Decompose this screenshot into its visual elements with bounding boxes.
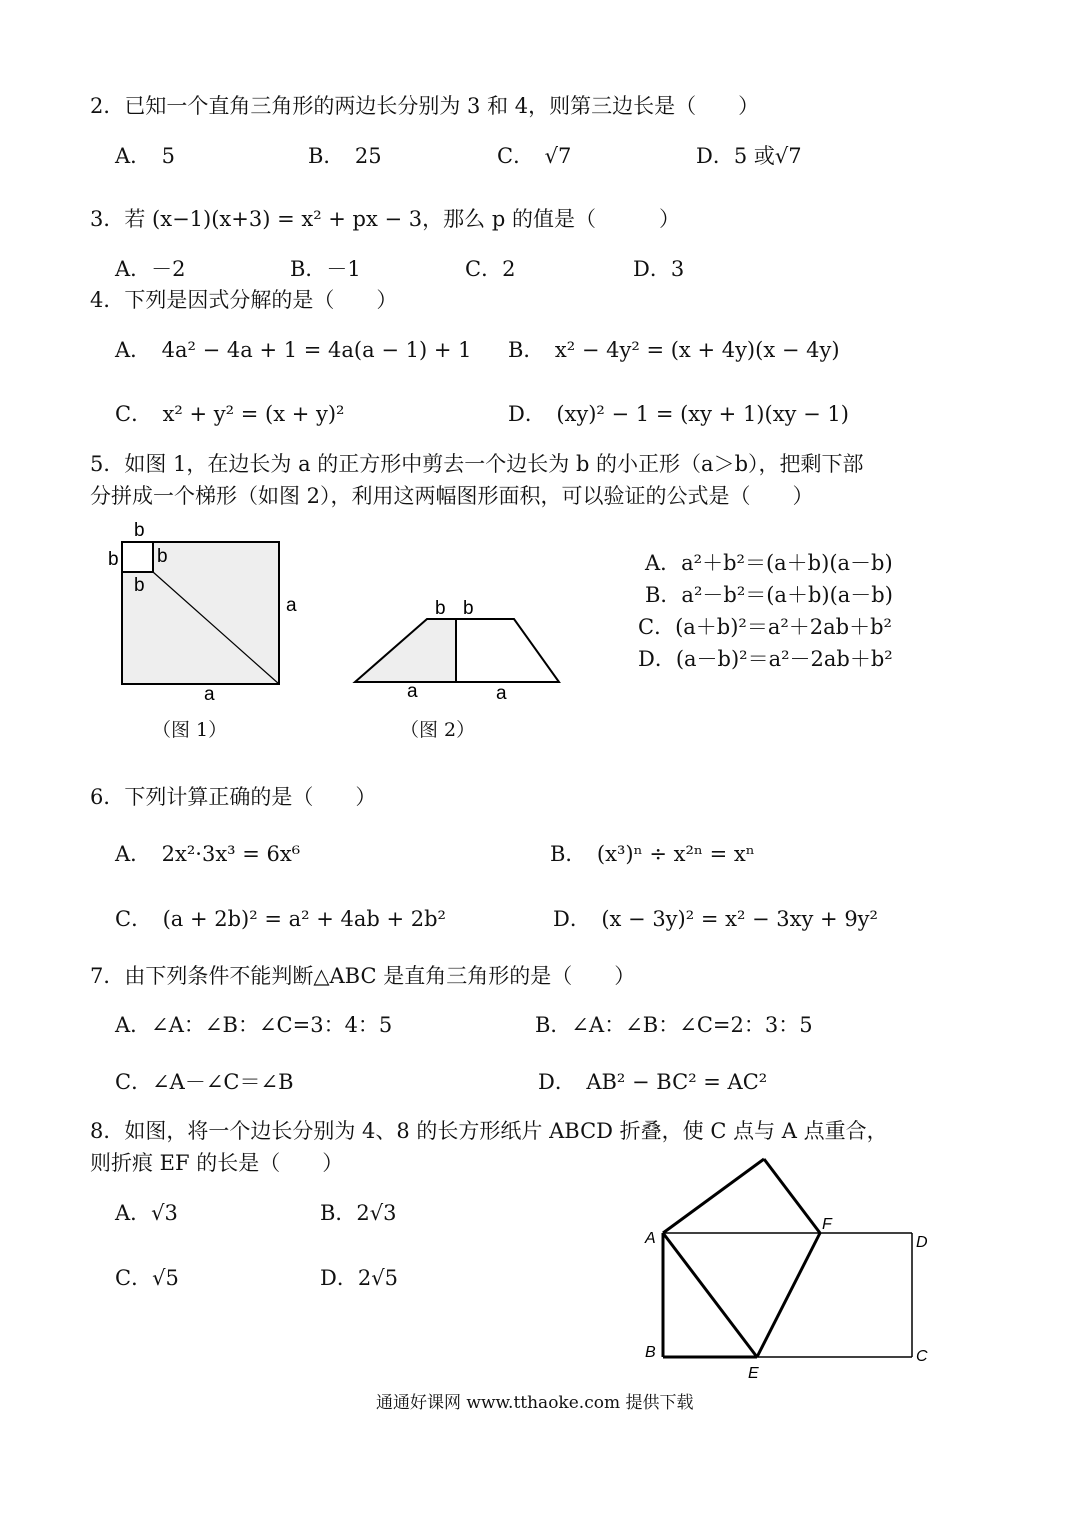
q2-option-b: B． 25 <box>308 144 382 168</box>
q3-option-c: C．2 <box>465 257 516 281</box>
q8-stem-line2: 则折痕 EF 的长是（ ） <box>90 1151 344 1175</box>
fig1-small-square <box>122 542 153 572</box>
q8-fold-figure <box>640 1155 940 1385</box>
q6-option-b: B． (x³)ⁿ ÷ x²ⁿ = xⁿ <box>550 842 755 866</box>
page-footer: 通通好课网 www.tthaoke.com 提供下载 <box>376 1393 694 1413</box>
fig2-label-a2: a <box>496 683 507 704</box>
fig1-label-b-below: b <box>134 575 145 596</box>
fig1-label-b-left: b <box>108 549 119 570</box>
q2-stem: 2．已知一个直角三角形的两边长分别为 3 和 4，则第三边长是（ ） <box>90 94 760 118</box>
fig2-label-b2: b <box>463 598 474 619</box>
edge-ae <box>663 1233 757 1357</box>
fig2-label-b1: b <box>435 598 446 619</box>
q6-option-a: A． 2x²·3x³ = 6x⁶ <box>115 842 301 866</box>
q2-option-d: D．5 或√7 <box>696 144 802 168</box>
q5-option-c: C．(a＋b)²＝a²＋2ab＋b² <box>638 615 892 639</box>
q5-option-a: A．a²＋b²＝(a＋b)(a－b) <box>645 551 893 575</box>
q4-option-c: C． x² + y² = (x + y)² <box>115 402 345 426</box>
fig2-caption: （图 2） <box>400 719 476 741</box>
q6-stem: 6．下列计算正确的是（ ） <box>90 785 377 809</box>
q4-stem: 4．下列是因式分解的是（ ） <box>90 288 398 312</box>
q3-option-d: D．3 <box>633 257 685 281</box>
q6-option-c: C． (a + 2b)² = a² + 4ab + 2b² <box>115 907 446 931</box>
q7-stem: 7．由下列条件不能判断△ABC 是直角三角形的是（ ） <box>90 964 636 988</box>
q8-option-b: B．2√3 <box>320 1201 397 1225</box>
q5-option-b: B．a²－b²＝(a＋b)(a－b) <box>645 583 893 607</box>
label-c: C <box>916 1348 928 1365</box>
label-b: B <box>645 1344 656 1361</box>
q8-option-a: A．√3 <box>115 1201 178 1225</box>
fig1-label-a-bottom: a <box>204 684 215 705</box>
q3-option-a: A．－2 <box>115 257 186 281</box>
q5-stem-line1: 5．如图 1，在边长为 a 的正方形中剪去一个边长为 b 的小正形（a＞b），把剩下部 <box>90 452 864 476</box>
q5-option-d: D．(a－b)²＝a²－2ab＋b² <box>638 647 893 671</box>
q7-option-c: C．∠A－∠C＝∠B <box>115 1070 294 1094</box>
q5-figure-1 <box>100 517 320 705</box>
q3-option-b: B．－1 <box>290 257 361 281</box>
q3-stem: 3．若 (x−1)(x+3) = x² + px − 3，那么 p 的值是（ ） <box>90 207 680 231</box>
fig2-label-a1: a <box>407 681 418 702</box>
q6-option-d: D． (x − 3y)² = x² − 3xy + 9y² <box>553 907 878 931</box>
q8-option-c: C．√5 <box>115 1266 179 1290</box>
label-f: F <box>822 1216 832 1233</box>
fold-crease-ef <box>757 1233 820 1357</box>
flap-top-left <box>663 1159 764 1233</box>
q4-option-a: A． 4a² − 4a + 1 = 4a(a − 1) + 1 <box>115 338 472 362</box>
fig1-label-b-top: b <box>134 520 145 541</box>
label-a: A <box>645 1230 656 1247</box>
q7-option-d: D． AB² − BC² = AC² <box>538 1070 768 1094</box>
q8-stem-line1: 8．如图，将一个边长分别为 4、8 的长方形纸片 ABCD 折叠，使 C 点与 A 点重合， <box>90 1119 888 1143</box>
fig2-left-piece <box>355 619 456 682</box>
label-e: E <box>748 1365 759 1382</box>
flap-top-right <box>764 1159 820 1233</box>
label-d: D <box>916 1234 928 1251</box>
q5-stem-line2: 分拼成一个梯形（如图 2），利用这两幅图形面积，可以验证的公式是（ ） <box>90 484 814 508</box>
q7-option-a: A．∠A：∠B：∠C=3：4：5 <box>115 1013 393 1037</box>
q2-option-a: A． 5 <box>115 144 176 168</box>
q4-option-b: B． x² − 4y² = (x + 4y)(x − 4y) <box>508 338 840 362</box>
q5-figure-2 <box>350 597 570 707</box>
q8-option-d: D．2√5 <box>320 1266 398 1290</box>
fig1-caption: （图 1） <box>152 719 228 741</box>
q7-option-b: B．∠A：∠B：∠C=2：3：5 <box>535 1013 813 1037</box>
q2-option-c: C． √7 <box>497 144 572 168</box>
fig1-label-a-right: a <box>286 595 297 616</box>
q4-option-d: D． (xy)² − 1 = (xy + 1)(xy − 1) <box>508 402 849 426</box>
fig1-label-b-right: b <box>157 546 168 567</box>
